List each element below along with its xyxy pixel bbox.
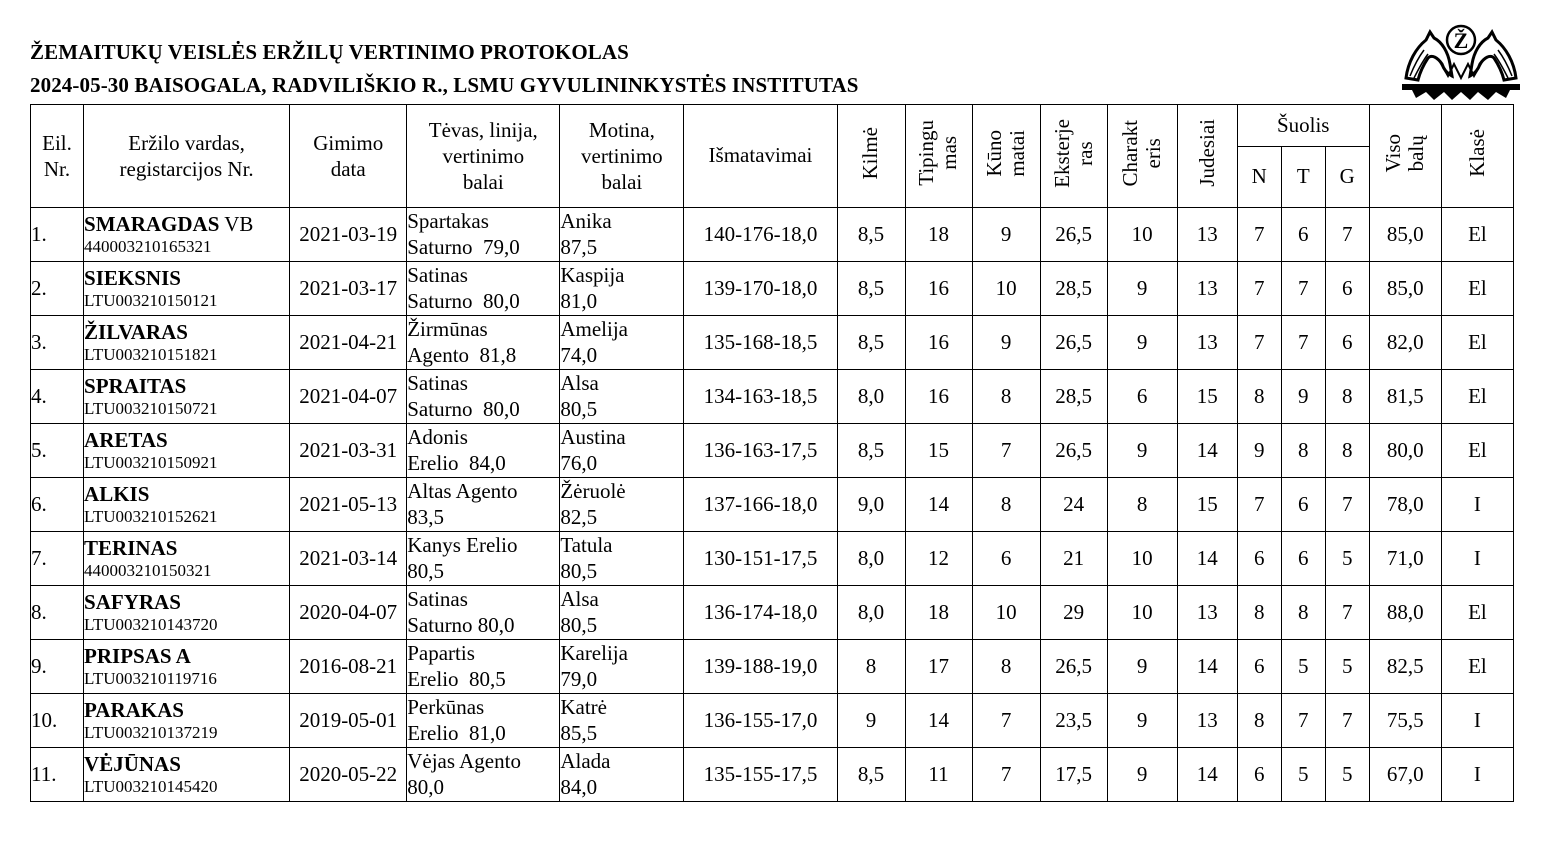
header-row <box>31 105 1514 147</box>
stallion-cell <box>84 370 290 424</box>
table-row <box>31 748 1514 802</box>
tipingumas-score: 17 <box>905 640 972 694</box>
suolis-t-score: 9 <box>1281 370 1325 424</box>
father-line-score: 80,5 <box>407 558 444 583</box>
table-row <box>31 262 1514 316</box>
kilme-score: 8,5 <box>837 316 905 370</box>
charakteris-score: 10 <box>1107 586 1177 640</box>
table-row <box>31 424 1514 478</box>
tipingumas-score: 18 <box>905 586 972 640</box>
table-row <box>31 208 1514 262</box>
father-cell <box>407 532 560 586</box>
stallion-name: PRIPSAS A <box>84 643 191 668</box>
kilme-score: 9 <box>837 694 905 748</box>
mother-score: 84,0 <box>560 774 598 799</box>
stallion-cell <box>84 478 290 532</box>
stallion-name: PARAKAS <box>84 697 184 722</box>
judesiai-score: 14 <box>1177 532 1237 586</box>
eksterjeras-score: 26,5 <box>1040 640 1107 694</box>
kilme-score: 9,0 <box>837 478 905 532</box>
kuno-matai-score: 8 <box>972 478 1040 532</box>
birth-date: 2021-03-19 <box>290 208 407 262</box>
eksterjeras-score: 29 <box>1040 586 1107 640</box>
charakteris-score: 9 <box>1107 640 1177 694</box>
judesiai-score: 13 <box>1177 262 1237 316</box>
eksterjeras-score: 21 <box>1040 532 1107 586</box>
header-klase: Klasė <box>1441 105 1513 208</box>
table-body <box>31 208 1514 802</box>
mother-name: Karelija <box>560 641 628 666</box>
mother-cell <box>560 694 684 748</box>
suolis-n-score: 7 <box>1237 208 1281 262</box>
measurements: 137-166-18,0 <box>684 478 837 532</box>
mother-cell <box>560 532 684 586</box>
registration-number: 440003210150321 <box>84 560 212 580</box>
eksterjeras-score: 26,5 <box>1040 208 1107 262</box>
mother-name: Alada <box>560 749 611 774</box>
stallion-name: VĖJŪNAS <box>84 751 181 776</box>
eksterjeras-score: 28,5 <box>1040 370 1107 424</box>
table-row <box>31 640 1514 694</box>
charakteris-score: 9 <box>1107 748 1177 802</box>
header-mother: Motina, vertinimo balai <box>560 105 684 208</box>
father-name: Satinas <box>407 587 468 612</box>
tipingumas-score: 15 <box>905 424 972 478</box>
stallion-name: ALKIS <box>84 481 150 506</box>
kuno-matai-score: 6 <box>972 532 1040 586</box>
suolis-g-score: 8 <box>1325 370 1369 424</box>
table-row <box>31 532 1514 586</box>
judesiai-score: 14 <box>1177 640 1237 694</box>
kilme-score: 8,0 <box>837 586 905 640</box>
mother-cell <box>560 262 684 316</box>
total-score: 82,5 <box>1369 640 1441 694</box>
suolis-n-score: 9 <box>1237 424 1281 478</box>
header-nr: Eil. Nr. <box>31 105 84 208</box>
suolis-t-score: 5 <box>1281 640 1325 694</box>
suolis-g-score: 6 <box>1325 262 1369 316</box>
suolis-g-score: 8 <box>1325 424 1369 478</box>
birth-date: 2021-03-14 <box>290 532 407 586</box>
suolis-n-score: 8 <box>1237 586 1281 640</box>
tipingumas-score: 16 <box>905 370 972 424</box>
stallion-cell <box>84 262 290 316</box>
header-suolis: Šuolis <box>1237 105 1369 147</box>
suolis-n-score: 6 <box>1237 532 1281 586</box>
mother-score: 80,5 <box>560 612 598 637</box>
stallion-cell <box>84 532 290 586</box>
father-name: Papartis <box>407 641 475 666</box>
row-number: 10. <box>31 694 84 748</box>
tipingumas-score: 16 <box>905 262 972 316</box>
header-stallion-name: Eržilo vardas, registarcijos Nr. <box>84 105 290 208</box>
judesiai-score: 14 <box>1177 748 1237 802</box>
header-eksterjeras: Eksterje ras <box>1040 105 1107 208</box>
mother-name: Kaspija <box>560 263 625 288</box>
eksterjeras-score: 17,5 <box>1040 748 1107 802</box>
suolis-t-score: 6 <box>1281 208 1325 262</box>
stallion-cell <box>84 208 290 262</box>
protocol-subtitle: 2024-05-30 BAISOGALA, RADVILIŠKIO R., LSMU GYVULININKYSTĖS INSTITUTAS <box>30 73 859 97</box>
suolis-g-score: 7 <box>1325 208 1369 262</box>
father-line-score: 80,0 <box>407 774 444 799</box>
suolis-t-score: 7 <box>1281 262 1325 316</box>
measurements: 139-188-19,0 <box>684 640 837 694</box>
total-score: 75,5 <box>1369 694 1441 748</box>
mother-score: 87,5 <box>560 234 598 259</box>
judesiai-score: 15 <box>1177 370 1237 424</box>
eksterjeras-score: 23,5 <box>1040 694 1107 748</box>
protocol-title: ŽEMAITUKŲ VEISLĖS ERŽILŲ VERTINIMO PROTOKOLAS <box>30 40 629 64</box>
header-charakteris: Charakt eris <box>1107 105 1177 208</box>
mother-score: 79,0 <box>560 666 598 691</box>
class-value: I <box>1441 748 1513 802</box>
father-line-score: Erelio 80,5 <box>407 666 506 691</box>
father-cell <box>407 424 560 478</box>
kilme-score: 8,5 <box>837 424 905 478</box>
measurements: 134-163-18,5 <box>684 370 837 424</box>
mother-name: Austina <box>560 425 626 450</box>
registration-number: LTU003210150921 <box>84 452 218 472</box>
eksterjeras-score: 26,5 <box>1040 424 1107 478</box>
kuno-matai-score: 7 <box>972 694 1040 748</box>
suolis-t-score: 5 <box>1281 748 1325 802</box>
class-value: El <box>1441 424 1513 478</box>
total-score: 82,0 <box>1369 316 1441 370</box>
mother-cell <box>560 208 684 262</box>
father-cell <box>407 748 560 802</box>
tipingumas-score: 14 <box>905 478 972 532</box>
suolis-t-score: 8 <box>1281 424 1325 478</box>
mother-score: 80,5 <box>560 558 598 583</box>
judesiai-score: 14 <box>1177 424 1237 478</box>
table-row <box>31 316 1514 370</box>
registration-number: LTU003210150121 <box>84 290 218 310</box>
class-value: El <box>1441 316 1513 370</box>
stallion-cell <box>84 640 290 694</box>
measurements: 136-155-17,0 <box>684 694 837 748</box>
father-name: Perkūnas <box>407 695 485 720</box>
suolis-g-score: 7 <box>1325 586 1369 640</box>
father-line-score: Saturno 80,0 <box>407 396 520 421</box>
table-row <box>31 586 1514 640</box>
stallion-cell <box>84 424 290 478</box>
stallion-name: SPRAITAS <box>84 373 187 398</box>
registration-number: LTU003210145420 <box>84 776 218 796</box>
stallion-name: SMARAGDAS <box>84 211 220 236</box>
total-score: 67,0 <box>1369 748 1441 802</box>
father-cell <box>407 640 560 694</box>
stallion-name: ARETAS <box>84 427 168 452</box>
row-number: 11. <box>31 748 84 802</box>
row-number: 2. <box>31 262 84 316</box>
father-cell <box>407 316 560 370</box>
charakteris-score: 6 <box>1107 370 1177 424</box>
kilme-score: 8,5 <box>837 262 905 316</box>
row-number: 4. <box>31 370 84 424</box>
mother-score: 76,0 <box>560 450 598 475</box>
father-name: Satinas <box>407 371 468 396</box>
father-name: Spartakas <box>407 209 489 234</box>
mother-score: 85,5 <box>560 720 598 745</box>
father-cell <box>407 586 560 640</box>
mother-score: 80,5 <box>560 396 598 421</box>
father-cell <box>407 694 560 748</box>
row-number: 7. <box>31 532 84 586</box>
evaluation-table <box>30 104 1514 802</box>
mother-cell <box>560 370 684 424</box>
kuno-matai-score: 7 <box>972 748 1040 802</box>
father-line-score: Erelio 81,0 <box>407 720 506 745</box>
kilme-score: 8,5 <box>837 748 905 802</box>
total-score: 85,0 <box>1369 262 1441 316</box>
suolis-g-score: 6 <box>1325 316 1369 370</box>
total-score: 71,0 <box>1369 532 1441 586</box>
header-judesiai: Judesiai <box>1177 105 1237 208</box>
charakteris-score: 9 <box>1107 262 1177 316</box>
suolis-n-score: 6 <box>1237 640 1281 694</box>
row-number: 5. <box>31 424 84 478</box>
judesiai-score: 13 <box>1177 316 1237 370</box>
kuno-matai-score: 9 <box>972 208 1040 262</box>
mother-cell <box>560 640 684 694</box>
suolis-n-score: 8 <box>1237 370 1281 424</box>
tipingumas-score: 14 <box>905 694 972 748</box>
header-kuno-matai: Kūno matai <box>972 105 1040 208</box>
table-row <box>31 370 1514 424</box>
suolis-g-score: 7 <box>1325 478 1369 532</box>
suolis-t-score: 7 <box>1281 694 1325 748</box>
father-cell <box>407 370 560 424</box>
row-number: 3. <box>31 316 84 370</box>
father-line-score: Saturno 79,0 <box>407 234 520 259</box>
father-name: Satinas <box>407 263 468 288</box>
header-father: Tėvas, linija, vertinimo balai <box>407 105 560 208</box>
father-line-score: Erelio 84,0 <box>407 450 506 475</box>
birth-date: 2021-03-31 <box>290 424 407 478</box>
birth-date: 2021-04-07 <box>290 370 407 424</box>
kuno-matai-score: 10 <box>972 586 1040 640</box>
kuno-matai-score: 8 <box>972 370 1040 424</box>
row-number: 9. <box>31 640 84 694</box>
suolis-n-score: 8 <box>1237 694 1281 748</box>
kilme-score: 8 <box>837 640 905 694</box>
registration-number: LTU003210151821 <box>84 344 218 364</box>
stallion-suffix: VB <box>219 211 254 236</box>
suolis-t-score: 6 <box>1281 478 1325 532</box>
charakteris-score: 9 <box>1107 424 1177 478</box>
suolis-t-score: 7 <box>1281 316 1325 370</box>
father-line-score: 83,5 <box>407 504 444 529</box>
father-line-score: Saturno 80,0 <box>407 612 515 637</box>
svg-text:Ž: Ž <box>1453 28 1469 53</box>
row-number: 6. <box>31 478 84 532</box>
charakteris-score: 10 <box>1107 208 1177 262</box>
birth-date: 2021-05-13 <box>290 478 407 532</box>
measurements: 136-174-18,0 <box>684 586 837 640</box>
registration-number: LTU003210119716 <box>84 668 217 688</box>
mother-cell <box>560 748 684 802</box>
mother-score: 81,0 <box>560 288 598 313</box>
stallion-cell <box>84 316 290 370</box>
birth-date: 2021-04-21 <box>290 316 407 370</box>
judesiai-score: 15 <box>1177 478 1237 532</box>
row-number: 8. <box>31 586 84 640</box>
tipingumas-score: 12 <box>905 532 972 586</box>
class-value: El <box>1441 262 1513 316</box>
class-value: El <box>1441 586 1513 640</box>
registration-number: LTU003210152621 <box>84 506 218 526</box>
mother-score: 74,0 <box>560 342 598 367</box>
birth-date: 2020-04-07 <box>290 586 407 640</box>
registration-number: LTU003210137219 <box>84 722 218 742</box>
kuno-matai-score: 9 <box>972 316 1040 370</box>
suolis-n-score: 6 <box>1237 748 1281 802</box>
father-name: Altas Agento <box>407 479 518 504</box>
stallion-name: ŽILVARAS <box>84 319 188 344</box>
mother-name: Alsa <box>560 587 599 612</box>
stallion-cell <box>84 694 290 748</box>
mother-name: Alsa <box>560 371 599 396</box>
judesiai-score: 13 <box>1177 586 1237 640</box>
mother-cell <box>560 586 684 640</box>
measurements: 139-170-18,0 <box>684 262 837 316</box>
stallion-cell <box>84 586 290 640</box>
mother-score: 82,5 <box>560 504 598 529</box>
class-value: El <box>1441 208 1513 262</box>
measurements: 135-168-18,5 <box>684 316 837 370</box>
class-value: El <box>1441 370 1513 424</box>
total-score: 88,0 <box>1369 586 1441 640</box>
kuno-matai-score: 7 <box>972 424 1040 478</box>
header-birth-date: Gimimo data <box>290 105 407 208</box>
suolis-n-score: 7 <box>1237 478 1281 532</box>
header-suolis-n: N <box>1237 147 1281 208</box>
kuno-matai-score: 10 <box>972 262 1040 316</box>
mother-name: Anika <box>560 209 612 234</box>
eksterjeras-score: 24 <box>1040 478 1107 532</box>
row-number: 1. <box>31 208 84 262</box>
father-name: Žirmūnas <box>407 317 488 342</box>
class-value: I <box>1441 478 1513 532</box>
birth-date: 2021-03-17 <box>290 262 407 316</box>
tipingumas-score: 18 <box>905 208 972 262</box>
father-name: Adonis <box>407 425 468 450</box>
birth-date: 2020-05-22 <box>290 748 407 802</box>
father-cell <box>407 208 560 262</box>
header-measurements: Išmatavimai <box>684 105 837 208</box>
kilme-score: 8,0 <box>837 370 905 424</box>
class-value: I <box>1441 532 1513 586</box>
header-viso-balu: Viso balų <box>1369 105 1441 208</box>
header-suolis-g: G <box>1325 147 1369 208</box>
eksterjeras-score: 26,5 <box>1040 316 1107 370</box>
birth-date: 2019-05-01 <box>290 694 407 748</box>
kilme-score: 8,0 <box>837 532 905 586</box>
stallion-name: SAFYRAS <box>84 589 181 614</box>
zemaitukas-horse-logo-icon <box>1396 18 1526 102</box>
father-name: Vėjas Agento <box>407 749 521 774</box>
charakteris-score: 9 <box>1107 694 1177 748</box>
birth-date: 2016-08-21 <box>290 640 407 694</box>
total-score: 85,0 <box>1369 208 1441 262</box>
judesiai-score: 13 <box>1177 694 1237 748</box>
registration-number: LTU003210143720 <box>84 614 218 634</box>
mother-cell <box>560 424 684 478</box>
kilme-score: 8,5 <box>837 208 905 262</box>
father-line-score: Agento 81,8 <box>407 342 517 367</box>
mother-name: Katrė <box>560 695 607 720</box>
header-tipingumas: Tipingu mas <box>905 105 972 208</box>
father-line-score: Saturno 80,0 <box>407 288 520 313</box>
suolis-g-score: 5 <box>1325 640 1369 694</box>
measurements: 136-163-17,5 <box>684 424 837 478</box>
total-score: 80,0 <box>1369 424 1441 478</box>
registration-number: LTU003210150721 <box>84 398 218 418</box>
father-name: Kanys Erelio <box>407 533 518 558</box>
tipingumas-score: 11 <box>905 748 972 802</box>
father-cell <box>407 262 560 316</box>
registration-number: 440003210165321 <box>84 236 212 256</box>
suolis-n-score: 7 <box>1237 262 1281 316</box>
class-value: El <box>1441 640 1513 694</box>
stallion-cell <box>84 748 290 802</box>
mother-name: Žėruolė <box>560 479 626 504</box>
judesiai-score: 13 <box>1177 208 1237 262</box>
header-suolis-t: T <box>1281 147 1325 208</box>
mother-cell <box>560 316 684 370</box>
kuno-matai-score: 8 <box>972 640 1040 694</box>
measurements: 135-155-17,5 <box>684 748 837 802</box>
stallion-name: TERINAS <box>84 535 178 560</box>
suolis-t-score: 8 <box>1281 586 1325 640</box>
charakteris-score: 9 <box>1107 316 1177 370</box>
suolis-t-score: 6 <box>1281 532 1325 586</box>
father-cell <box>407 478 560 532</box>
suolis-g-score: 5 <box>1325 532 1369 586</box>
header-kilme: Kilmė <box>837 105 905 208</box>
table-row <box>31 694 1514 748</box>
stallion-name: SIEKSNIS <box>84 265 181 290</box>
suolis-n-score: 7 <box>1237 316 1281 370</box>
suolis-g-score: 7 <box>1325 694 1369 748</box>
charakteris-score: 10 <box>1107 532 1177 586</box>
class-value: I <box>1441 694 1513 748</box>
table-row <box>31 478 1514 532</box>
charakteris-score: 8 <box>1107 478 1177 532</box>
tipingumas-score: 16 <box>905 316 972 370</box>
total-score: 78,0 <box>1369 478 1441 532</box>
mother-name: Tatula <box>560 533 613 558</box>
measurements: 140-176-18,0 <box>684 208 837 262</box>
measurements: 130-151-17,5 <box>684 532 837 586</box>
eksterjeras-score: 28,5 <box>1040 262 1107 316</box>
mother-name: Amelija <box>560 317 628 342</box>
suolis-g-score: 5 <box>1325 748 1369 802</box>
total-score: 81,5 <box>1369 370 1441 424</box>
mother-cell <box>560 478 684 532</box>
